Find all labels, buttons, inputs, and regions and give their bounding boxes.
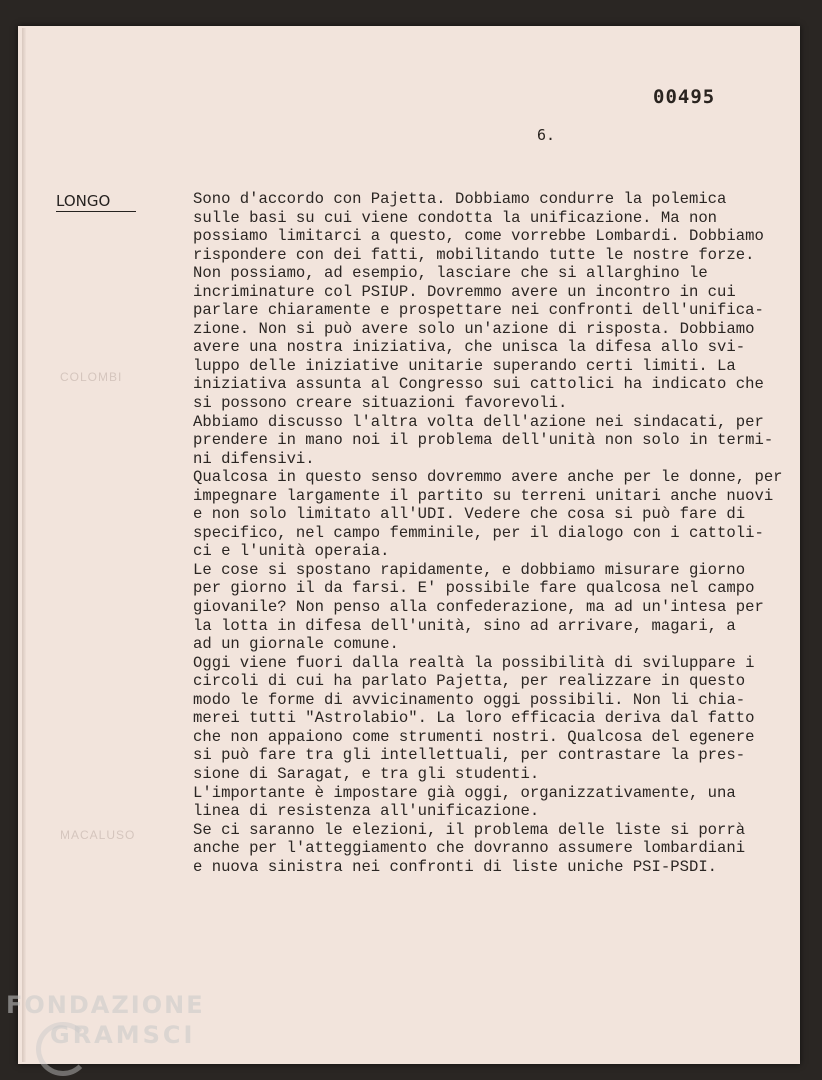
bleed-through-label: COLOMBI — [60, 370, 123, 384]
page-edge-shadow — [22, 28, 26, 1062]
text-line: si possono creare situazioni favorevoli. — [193, 394, 568, 413]
text-line: giovanile? Non penso alla confederazione, ma ad un'intesa per — [193, 598, 764, 617]
text-line: parlare chiaramente e prospettare nei confronti dell'unifica- — [193, 301, 764, 320]
text-line: circoli di cui ha parlato Pajetta, per realizzare in questo — [193, 672, 746, 691]
text-line: ad un giornale comune. — [193, 635, 399, 654]
text-line: Abbiamo discusso l'altra volta dell'azione nei sindacati, per — [193, 412, 764, 431]
bleed-through-label: MACALUSO — [60, 828, 136, 842]
text-line: iniziativa assunta al Congresso sui cattolici ha indicato che — [193, 375, 764, 394]
text-line: e non solo limitato all'UDI. Vedere che cosa si può fare di — [193, 505, 746, 524]
speaker-name: LONGO — [56, 192, 136, 212]
text-line: la lotta in difesa dell'unità, sino ad arrivare, magari, a — [193, 616, 736, 635]
text-line: modo le forme di avvicinamento oggi possibili. Non li chia- — [193, 690, 746, 709]
text-line: Qualcosa in questo senso dovremmo avere anche per le donne, per — [193, 468, 783, 487]
text-line: zione. Non si può avere solo un'azione di risposta. Dobbiamo — [193, 319, 755, 338]
text-line: si può fare tra gli intellettuali, per contrastare la pres- — [193, 746, 746, 765]
text-line: L'importante è impostare già oggi, organizzativamente, una — [193, 783, 736, 802]
text-line: luppo delle iniziative unitarie superando certi limiti. La — [193, 356, 736, 375]
document-number: 00495 — [653, 86, 716, 108]
text-line: incriminature col PSIUP. Dovremmo avere un incontro in cui — [193, 282, 736, 301]
text-line: ci e l'unità operaia. — [193, 542, 390, 561]
text-line: avere una nostra iniziativa, che unisca la difesa allo svi- — [193, 338, 746, 357]
text-line: Oggi viene fuori dalla realtà la possibilità di sviluppare i — [193, 653, 755, 672]
watermark-line-1: FONDAZIONE — [6, 991, 205, 1019]
text-line: possiamo limitarci a questo, come vorrebbe Lombardi. Dobbiamo — [193, 227, 764, 246]
transcript-body — [193, 190, 793, 876]
text-line: sulle basi su cui viene condotta la unificazione. Ma non — [193, 208, 718, 227]
text-line: che non appaiono come strumenti nostri. Qualcosa del egenere — [193, 727, 755, 746]
text-line: impegnare largamente il partito su terreni unitari anche nuovi — [193, 486, 774, 505]
page-number: 6. — [537, 126, 556, 144]
text-line: Sono d'accordo con Pajetta. Dobbiamo condurre la polemica — [193, 190, 727, 208]
text-line: Le cose si spostano rapidamente, e dobbiamo misurare giorno — [193, 560, 746, 579]
text-line: merei tutti "Astrolabio". La loro efficacia deriva dal fatto — [193, 709, 755, 728]
text-line: ni difensivi. — [193, 449, 315, 468]
text-line: rispondere con dei fatti, mobilitando tutte le nostre forze. — [193, 245, 755, 264]
text-line: Se ci saranno le elezioni, il problema delle liste si porrà — [193, 820, 746, 839]
text-line: e nuova sinistra nei confronti di liste uniche PSI-PSDI. — [193, 857, 718, 876]
archive-watermark — [6, 990, 205, 1050]
text-line: per giorno il da farsi. E' possibile fare qualcosa nel campo — [193, 579, 755, 598]
text-line: anche per l'atteggiamento che dovranno assumere lombardiani — [193, 839, 746, 858]
watermark-line-2: GRAMSCI — [50, 1021, 196, 1049]
text-line: specifico, nel campo femminile, per il dialogo con i cattoli- — [193, 523, 764, 542]
text-line: linea di resistenza all'unificazione. — [193, 802, 540, 821]
text-line: Non possiamo, ad esempio, lasciare che si allarghino le — [193, 264, 708, 283]
text-line: prendere in mano noi il problema dell'unità non solo in termi- — [193, 431, 774, 450]
text-line: sione di Saragat, e tra gli studenti. — [193, 764, 540, 783]
